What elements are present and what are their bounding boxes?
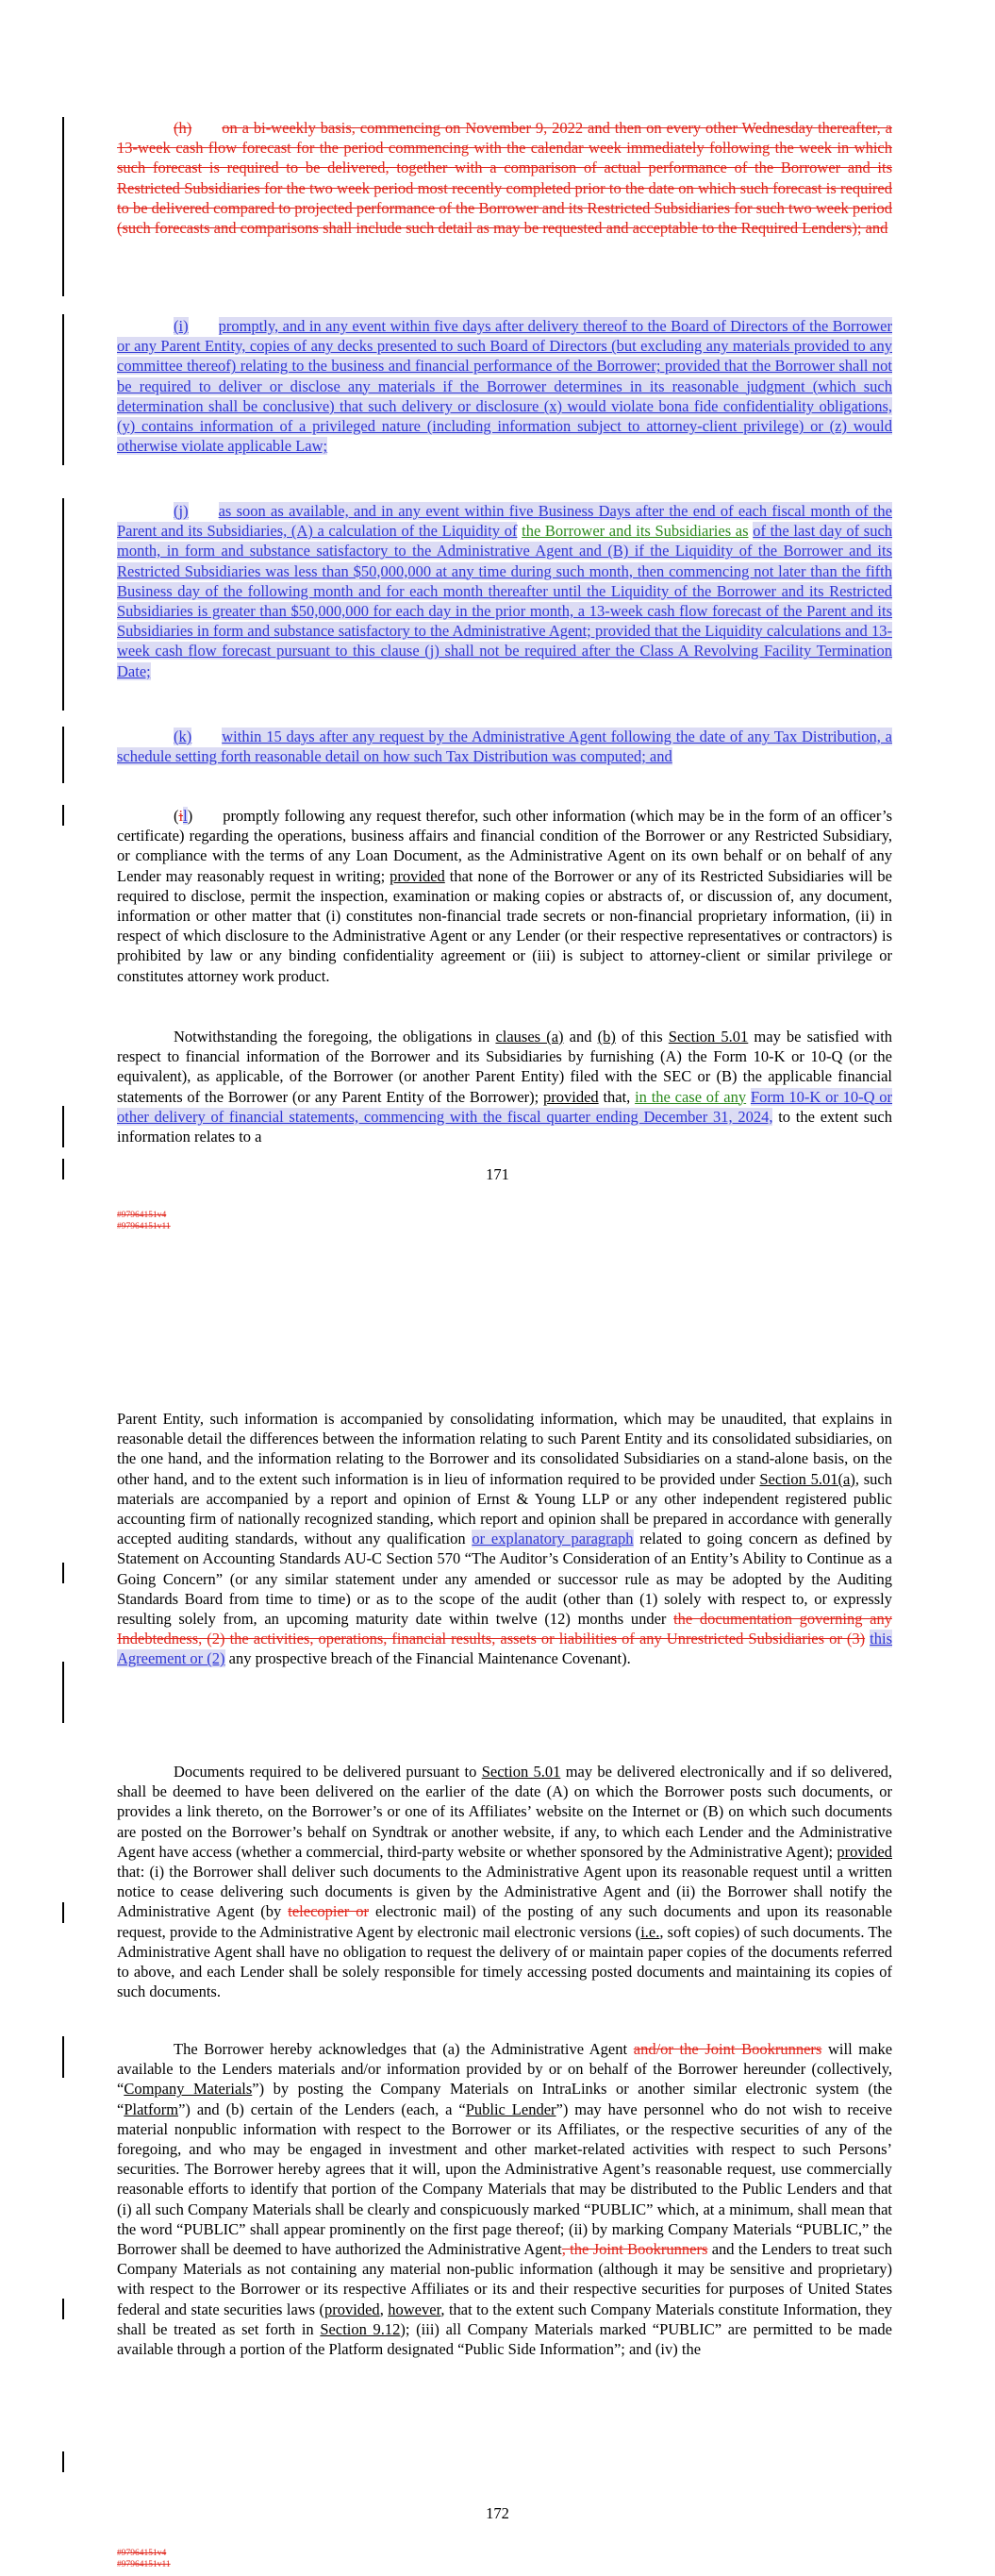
- change-bar: [62, 2036, 64, 2078]
- clause-b-ref: (b): [597, 1028, 616, 1045]
- section-ref: Section 5.01(a): [759, 1469, 855, 1488]
- clause-j-green-text: the Borrower and its Subsidiaries as: [522, 522, 749, 541]
- provided-term: provided: [543, 1087, 599, 1106]
- change-bar: [62, 1106, 64, 1147]
- doc-footer: [117, 2548, 171, 2570]
- inserted-text: or explanatory paragraph: [472, 1530, 634, 1548]
- clause-i: [117, 316, 892, 456]
- clause-i-label: (i): [174, 317, 189, 335]
- clause-l-text-2: that none of the Borrower or any of its Restricted Subsidiaries will be required to disclose, permit the inspection, examination or making copies or abstracts of, or discussion of, any document, information or other matter that (i) constitutes non-financial trade secrets or non-financial proprietary information, (ii) in respect of which disclosure to the Administrative Agent or any Lender (or their respective representatives or contractors) is prohibited by law or any binding confidentiality agreement or (iii) is subject to attorney-client or similar privilege or constitutes attorney work product.: [117, 866, 893, 985]
- inserted-green-text: in the case of any: [635, 1087, 747, 1106]
- provided-term: provided: [390, 866, 445, 885]
- clause-h-label: (h): [174, 119, 192, 137]
- change-bar: [62, 2451, 64, 2472]
- change-bar: [62, 805, 64, 826]
- deleted-text: telecopier or: [288, 1902, 369, 1921]
- ie-term: i.e.: [640, 1922, 660, 1941]
- page-number: 171: [486, 1165, 509, 1183]
- clause-l: (il) promptly following any request therefor, such other information (which may be in the form of an officer’s certificate) regarding the operations, business affairs and financial condition of the Borrower or any Restricted Subsidiary, or compliance with the terms of any Loan Document, as the Administrative Agent on its own behalf or on behalf of any Lender may reasonably request in writing; provided that none of the Borrower or any of its Restricted Subsidiaries will be required to disclose, permit the inspection, examination or making copies or abstracts of, or discussion of, any document, information or other matter that (i) constitutes non-financial trade secrets or non-financial proprietary information, (ii) in respect of which disclosure to the Administrative Agent or any Lender (or their respective representatives or contractors) is prohibited by law or any binding confidentiality agreement or (iii) is subject to attorney-client or similar privilege or constitutes attorney work product.: [117, 807, 893, 985]
- clause-j-text-2: of the last day of such month, in form and substance satisfactory to the Administrative Agent and (B) if the Liquidity of the Borrower and its Restricted Subsidiaries was less than $50,000,000 at any time during such month, then commencing not later than the fifth Business day of the following month and for each month thereafter until the Liquidity of the Borrower and its Restricted Subsidiaries is greater than $50,000,000 for each day in the prior month, a 13-week cash flow forecast of the Parent and its Subsidiaries in form and substance satisfactory to the Administrative Agent; provided that the Liquidity calculations and 13-week cash flow forecast pursuant to this clause (j) shall not be required after the Class A Revolving Facility Termination Date;: [117, 522, 893, 680]
- footer-doc-id: #97964151v11: [117, 1222, 171, 1231]
- section-ref: Section 5.01: [481, 1763, 561, 1781]
- clause-j-text: as soon as available, and in any event within five Business Days after the end of each fiscal month of the Parent and its Subsidiaries, (A) a calculation of the Liquidity of: [117, 502, 892, 541]
- provided-term: provided: [837, 1842, 892, 1861]
- defined-term: Company Materials: [124, 2080, 253, 2099]
- change-bar: [62, 1563, 64, 1583]
- provided-term: provided: [324, 2300, 380, 2318]
- clause-k-text: within 15 days after any request by the Administrative Agent following the date of any Tax Distribution, a schedule setting forth reasonable detail on how such Tax Distribution was computed; and: [117, 728, 892, 766]
- clause-h-text: on a bi-weekly basis, commencing on November 9, 2022 and then on every other Wednesday thereafter, a 13-week cash flow forecast for the period commencing with the calendar week immediately following the week in which such forecast is required to be delivered, together with a comparison of actual performance of the Borrower and its Restricted Subsidiaries for the two week period most recently completed prior to the date on which such forecast is required to be delivered compared to projected performance of the Borrower and its Restricted Subsidiaries for such two week period (such forecasts and comparisons shall include such detail as may be requested and acceptable to the Required Lenders); and: [117, 119, 892, 238]
- deleted-text: , the Joint Bookrunners: [561, 2240, 708, 2259]
- defined-term: Public Lender: [465, 2099, 556, 2118]
- page-number: 172: [486, 2504, 509, 2522]
- change-bar: [62, 1662, 64, 1723]
- clause-j-label: (j): [174, 502, 189, 520]
- change-bar: [62, 314, 64, 465]
- clause-l-text: promptly following any request therefor, such other information (which may be in the form of an officer’s certificate) regarding the operations, business affairs and financial condition of the Borrower or any Restricted Subsidiary, or compliance with the terms of any Loan Document, as the Administrative Agent on its own behalf or on behalf of any Lender may reasonably request in writing;: [117, 807, 892, 885]
- clause-l-old-label: i: [178, 807, 184, 825]
- section-ref: Section 5.01: [668, 1028, 749, 1045]
- company-materials-paragraph: The Borrower hereby acknowledges that (a) the Administrative Agent and/or the Joint Bookrunners will make available to the Lenders materials and/or information provided by or on behalf of the Borrower hereunder (collectively, “Company Materials”) by posting the Company Materials on IntraLinks or another similar electronic system (the “Platform”) and (b) certain of the Lenders (each, a “Public Lender”) may have personnel who do not wish to receive material nonpublic information with respect to the Borrower or its Affiliates, or the respective securities of any of the foregoing, and who may be engaged in investment and other market-related activities with respect to such Persons’ securities. The Borrower hereby agrees that it will, upon the Administrative Agent’s reasonable request, use commercially reasonable efforts to identify that portion of the Company Materials that may be distributed to the Public Lenders and that (i) all such Company Materials shall be clearly and conspicuously marked “PUBLIC” which, at a minimum, shall mean that the word “PUBLIC” shall appear prominently on the first page thereof; (ii) by marking Company Materials “PUBLIC,” the Borrower shall be deemed to have authorized the Administrative Agent, the Joint Bookrunners and the Lenders to treat such Company Materials as not containing any material non-public information (although it may be sensitive and proprietary) with respect to the Borrower or its respective Affiliates or its and their respective securities for purposes of United States federal and state securities laws (provided, however, that to the extent such Company Materials constitute Information, they shall be treated as set forth in Section 9.12); (iii) all Company Materials marked “PUBLIC” are permitted to be made available through a portion of the Platform designated “Public Side Information”; and (iv) the: [117, 2040, 893, 2359]
- deleted-text: and/or the Joint Bookrunners: [633, 2040, 822, 2058]
- notwithstanding-paragraph: Notwithstanding the foregoing, the obligations in clauses (a) and (b) of this Section 5.01 may be satisfied with respect to financial information of the Borrower and its Subsidiaries by furnishing (A) the Form 10-K or 10-Q (or the equivalent), as applicable, of the Borrower (or another Parent Entity) filed with the SEC or (B) the applicable financial statements of the Borrower (or any Parent Entity of the Borrower); provided that, in the case of any Form 10-K or 10-Q or other delivery of financial statements, commencing with the fiscal quarter ending December 31, 2024, to the extent such information relates to a: [117, 1028, 893, 1146]
- section-ref: Section 9.12: [320, 2319, 401, 2338]
- deleted-text: the documentation governing any Indebtedness, (2) the activities, operations, financial results, assets or liabilities of any Unrestricted Subsidiaries or (3): [117, 1610, 892, 1648]
- clause-a-ref: clauses (a): [495, 1028, 564, 1045]
- change-bar: [62, 2299, 64, 2319]
- clause-j: [117, 501, 892, 681]
- inserted-text: this Agreement or (2): [117, 1630, 893, 1668]
- defined-term: Platform: [124, 2099, 179, 2118]
- footer-doc-id: #97964151v11: [117, 2560, 171, 2569]
- footer-doc-id: #97964151v4: [117, 2549, 167, 2558]
- clause-k: [117, 727, 892, 766]
- change-bar: [62, 727, 64, 783]
- clause-i-text: promptly, and in any event within five days after delivery thereof to the Board of Directors of the Borrower or any Parent Entity, copies of any decks presented to such Board of Directors (but excluding any materials provided to any committee thereof) relating to the business and financial performance of the Borrower; provided that the Borrower shall not be required to deliver or disclose any materials if the Borrower determines in its reasonable judgment (which such determination shall be conclusive) that such delivery or disclosure (x) would violate bona fide confidentiality obligations, (y) contains information of a privileged nature (including information subject to attorney-client privilege) or (z) would otherwise violate applicable Law;: [117, 317, 892, 456]
- change-bar: [62, 498, 64, 711]
- change-bar: [62, 1902, 64, 1923]
- consolidating-info-paragraph: Parent Entity, such information is accompanied by consolidating information, which may be unaudited, that explains in reasonable detail the differences between the information relating to such Parent Entity and its consolidated subsidiaries, on the one hand, and the information relating to the Borrower and its consolidated Subsidiaries on a stand-alone basis, on the other hand, and to the extent such information is in lieu of information required to be provided under Section 5.01(a), such materials are accompanied by a report and opinion of Ernst & Young LLP or any other independent registered public accounting firm of nationally recognized standing, which report and opinion shall be prepared in accordance with generally accepted auditing standards, without any qualification or explanatory paragraph related to going concern as defined by Statement on Accounting Standards AU-C Section 570 “The Auditor’s Consideration of an Entity’s Ability to Continue as a Going Concern” (or any similar statement under any amended or successor rule as may be adopted by the Auditing Standards Board from time to time) or as to the scope of the audit (other than (1) solely with respect to, or expressly resulting solely from, an upcoming maturity date within twelve (12) months under the documentation governing any Indebtedness, (2) the activities, operations, financial results, assets or liabilities of any Unrestricted Subsidiaries or (3) this Agreement or (2) any prospective breach of the Financial Maintenance Covenant).: [117, 1410, 893, 1668]
- change-bar: [62, 117, 64, 296]
- clause-l-new-label: l: [183, 807, 188, 825]
- clause-h: [117, 118, 892, 238]
- electronic-delivery-paragraph: Documents required to be delivered pursuant to Section 5.01 may be delivered electronically and if so delivered, shall be deemed to have been delivered on the earlier of the date (A) on which the Borrower posts such documents, or provides a link thereto, on the Borrower’s or one of its Affiliates’ website on the Internet or (B) on which such documents are posted on the Borrower’s behalf on Syndtrak or another website, if any, to which each Lender and the Administrative Agent have access (whether a commercial, third-party website or whether sponsored by the Administrative Agent); provided that: (i) the Borrower shall deliver such documents to the Administrative Agent upon its reasonable request until a written notice to cease delivering such documents is given by the Administrative Agent and (ii) the Borrower shall notify the Administrative Agent (by telecopier or electronic mail) of the posting of any such documents and upon its reasonable request, provide to the Administrative Agent by electronic mail electronic versions (i.e., soft copies) of such documents. The Administrative Agent shall have no obligation to request the delivery of or maintain paper copies of the documents referred to above, and each Lender shall be solely responsible for timely accessing posted documents and maintaining its copies of such documents.: [117, 1763, 893, 2001]
- page-172: [0, 1198, 995, 2576]
- inserted-text: Form 10-K or 10-Q or other delivery of financial statements, commencing with the fiscal quarter ending December 31, 2024,: [117, 1087, 893, 1126]
- page-171: [0, 0, 995, 1231]
- however-term: however: [388, 2300, 441, 2318]
- footer-doc-id: #97964151v4: [117, 1211, 167, 1220]
- clause-k-label: (k): [174, 728, 192, 745]
